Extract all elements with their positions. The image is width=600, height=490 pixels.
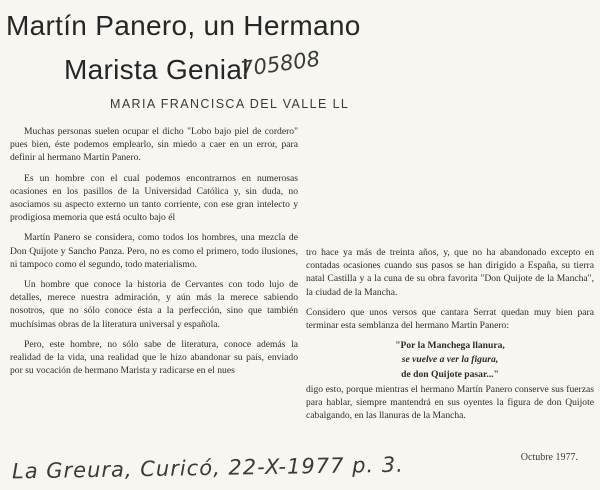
byline: MARIA FRANCISCA DEL VALLE LL [110, 97, 350, 111]
verse-line: se vuelve a ver la figura, [401, 354, 499, 366]
article-paragraph-continued: tro hace ya más de treinta años, y, que no ha abandonado excepto en contadas ocasiones cuando sus pasos se han dirigido a España, su tierra natal Castilla y a la cuna de su obra favorita "Don Quijote de la Mancha", la ciudad de la Mancha. [306, 247, 594, 298]
handwritten-source-note: La Greura, Curicó, 22-X-1977 p. 3. [11, 452, 405, 484]
article-date-signoff: Octubre 1977. [520, 452, 578, 463]
verse-line: de don Quijote pasar..." [401, 368, 499, 380]
article-column-right [306, 246, 594, 429]
article-paragraph: Considero que unos versos que cantara Serrat quedan muy bien para terminar esta semblanza del hermano Martín Panero: [306, 306, 594, 332]
headline-line-2: Marista Genial [64, 54, 249, 85]
article-paragraph: Es un hombre con el cual podemos encontrarnos en numerosas ocasiones en los pasillos de la Universidad Católica y, sin duda, no asociamos su aspecto externo un tanto corriente, con ese gran intelecto y prodigiosa memoria que está oculto bajo él [10, 172, 298, 224]
article-paragraph: Un hombre que conoce la historia de Cervantes con todo lujo de detalles, merece nuestra admiración, y aún más la merece sabiendo nosotros, que no sólo conoce ésta a la perfección, sino que también muchísimas obras de la literatura universal y española. [10, 279, 298, 330]
article-paragraph: Martín Panero se considera, como todos los hombres, una mezcla de Don Quijote y Sancho Panza. Pero, no es como el primero, todo ilusiones, ni tampoco como el segundo, todo materialismo. [10, 232, 298, 270]
article-paragraph: Muchas personas suelen ocupar el dicho "Lobo bajo piel de cordero" pues bien, éste podemos emplearlo, sin miedo a caer en un error, para definir al hermano Martín Panero. [10, 126, 298, 164]
article-paragraph: digo esto, porque mientras el hermano Martín Panero conserve sus fuerzas para hablar, siempre mantendrá en sus oyentes la figura de don Quijote cabalgando, en las llanuras de la Mancha. [306, 383, 594, 422]
verse-quote [306, 339, 594, 381]
verse-line: "Por la Manchega llanura, [395, 340, 505, 352]
headline-line-1: Martín Panero, un Hermano [6, 10, 361, 41]
handwritten-archive-code: 705808 [238, 46, 322, 82]
article-paragraph: Pero, este hombre, no sólo sabe de literatura, conoce además la realidad de la vida, una realidad que le hizo abandonar su país, enviado por su vocación de hermano Marista y radicarse en el nues [10, 338, 298, 377]
article-column-left [10, 125, 298, 384]
